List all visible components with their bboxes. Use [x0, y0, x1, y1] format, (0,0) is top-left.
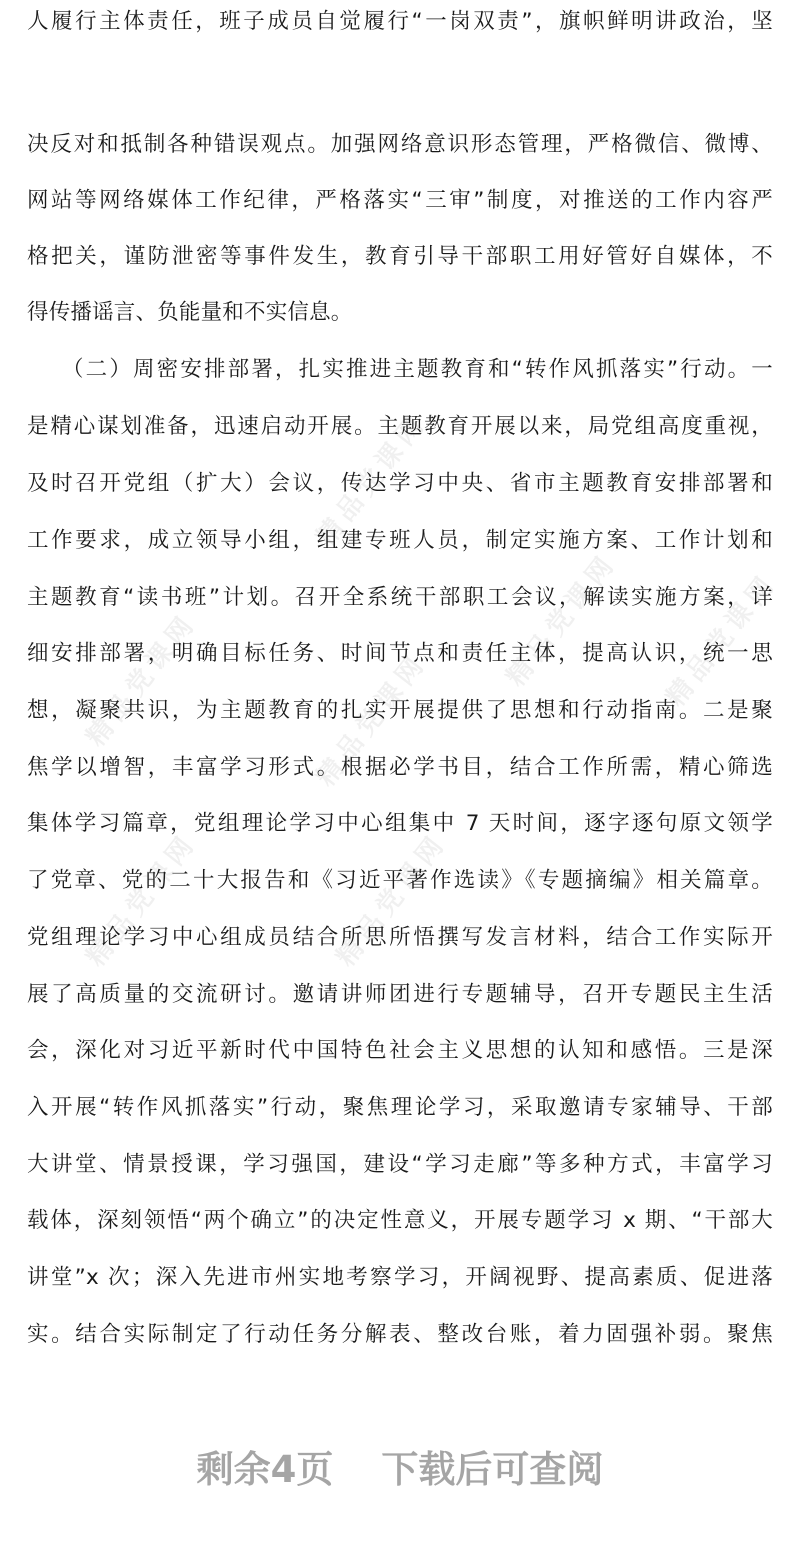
paragraph-line: 展了高质量的交流研讨。邀请讲师团进行专题辅导，召开专题民主生活: [27, 982, 773, 1007]
section-heading-line: （二）周密安排部署，扎实推进主题教育和“转作风抓落实”行动。一: [62, 357, 773, 382]
watermark: 精品党课网: [330, 827, 454, 973]
paragraph-line: 党组理论学习中心组成员结合所思所悟撰写发言材料，结合工作实际开: [27, 925, 773, 950]
paragraph-line: 会，深化对习近平新时代中国特色社会主义思想的认知和感悟。三是深: [27, 1038, 773, 1063]
paragraph-line: 网站等网络媒体工作纪律，严格落实“三审”制度，对推送的工作内容严: [27, 188, 773, 213]
paragraph-line: 主题教育“读书班”计划。召开全系统干部职工会议，解读实施方案，详: [27, 585, 773, 610]
paragraph-line: 大讲堂、情景授课，学习强国，建设“学习走廊”等多种方式，丰富学习: [27, 1152, 773, 1177]
watermark: 精品党课网: [500, 547, 624, 693]
paragraph-line: 了党章、党的二十大报告和《习近平著作选读》《专题摘编》相关篇章。: [27, 868, 773, 893]
paragraph-line: 得传播谣言、负能量和不实信息。: [27, 300, 353, 325]
paragraph-line: 集体学习篇章，党组理论学习中心组集中 7 天时间，逐字逐句原文领学: [27, 811, 773, 836]
paragraph-line: 工作要求，成立领导小组，组建专班人员，制定实施方案、工作计划和: [27, 528, 773, 553]
download-to-view-banner[interactable]: [0, 1442, 800, 1498]
watermark: 精品党课网: [80, 607, 204, 753]
paragraph-line: 载体，深刻领悟“两个确立”的决定性意义，开展专题学习 x 期、“干部大: [27, 1208, 773, 1233]
paragraph-line: 想，凝聚共识，为主题教育的扎实开展提供了思想和行动指南。二是聚: [27, 698, 773, 723]
paragraph-line: 及时召开党组（扩大）会议，传达学习中央、省市主题教育安排部署和: [27, 471, 773, 496]
paragraph-line: 决反对和抵制各种错误观点。加强网络意识形态管理，严格微信、微博、: [27, 132, 773, 157]
watermark: 精品党课网: [660, 567, 784, 713]
paragraph-line: 细安排部署，明确目标任务、时间节点和责任主体，提高认识，统一思: [27, 641, 773, 666]
remaining-pages-label: 剩余4页: [196, 1448, 334, 1491]
paragraph-line: 焦学以增智，丰富学习形式。根据必学书目，结合工作所需，精心筛选: [27, 755, 773, 780]
paragraph-line: 入开展“转作风抓落实”行动，聚焦理论学习，采取邀请专家辅导、干部: [27, 1095, 773, 1120]
paragraph-line: 人履行主体责任，班子成员自觉履行“一岗双责”，旗帜鲜明讲政治，坚: [27, 9, 773, 34]
watermark: 精品党课网: [80, 827, 204, 973]
paragraph-line: 是精心谋划准备，迅速启动开展。主题教育开展以来，局党组高度重视，: [27, 414, 773, 439]
paragraph-line: 格把关，谨防泄密等事件发生，教育引导干部职工用好管好自媒体，不: [27, 244, 773, 269]
paragraph-line: 实。结合实际制定了行动任务分解表、整改台账，着力固强补弱。聚焦: [27, 1322, 773, 1347]
paragraph-line: 讲堂”x 次；深入先进市州实地考察学习，开阔视野、提高素质、促进落: [27, 1265, 773, 1290]
watermark: 精品党课网: [310, 647, 434, 793]
download-to-view-label[interactable]: 下载后可查阅: [381, 1448, 604, 1491]
watermark: 精品党课网: [310, 407, 434, 553]
